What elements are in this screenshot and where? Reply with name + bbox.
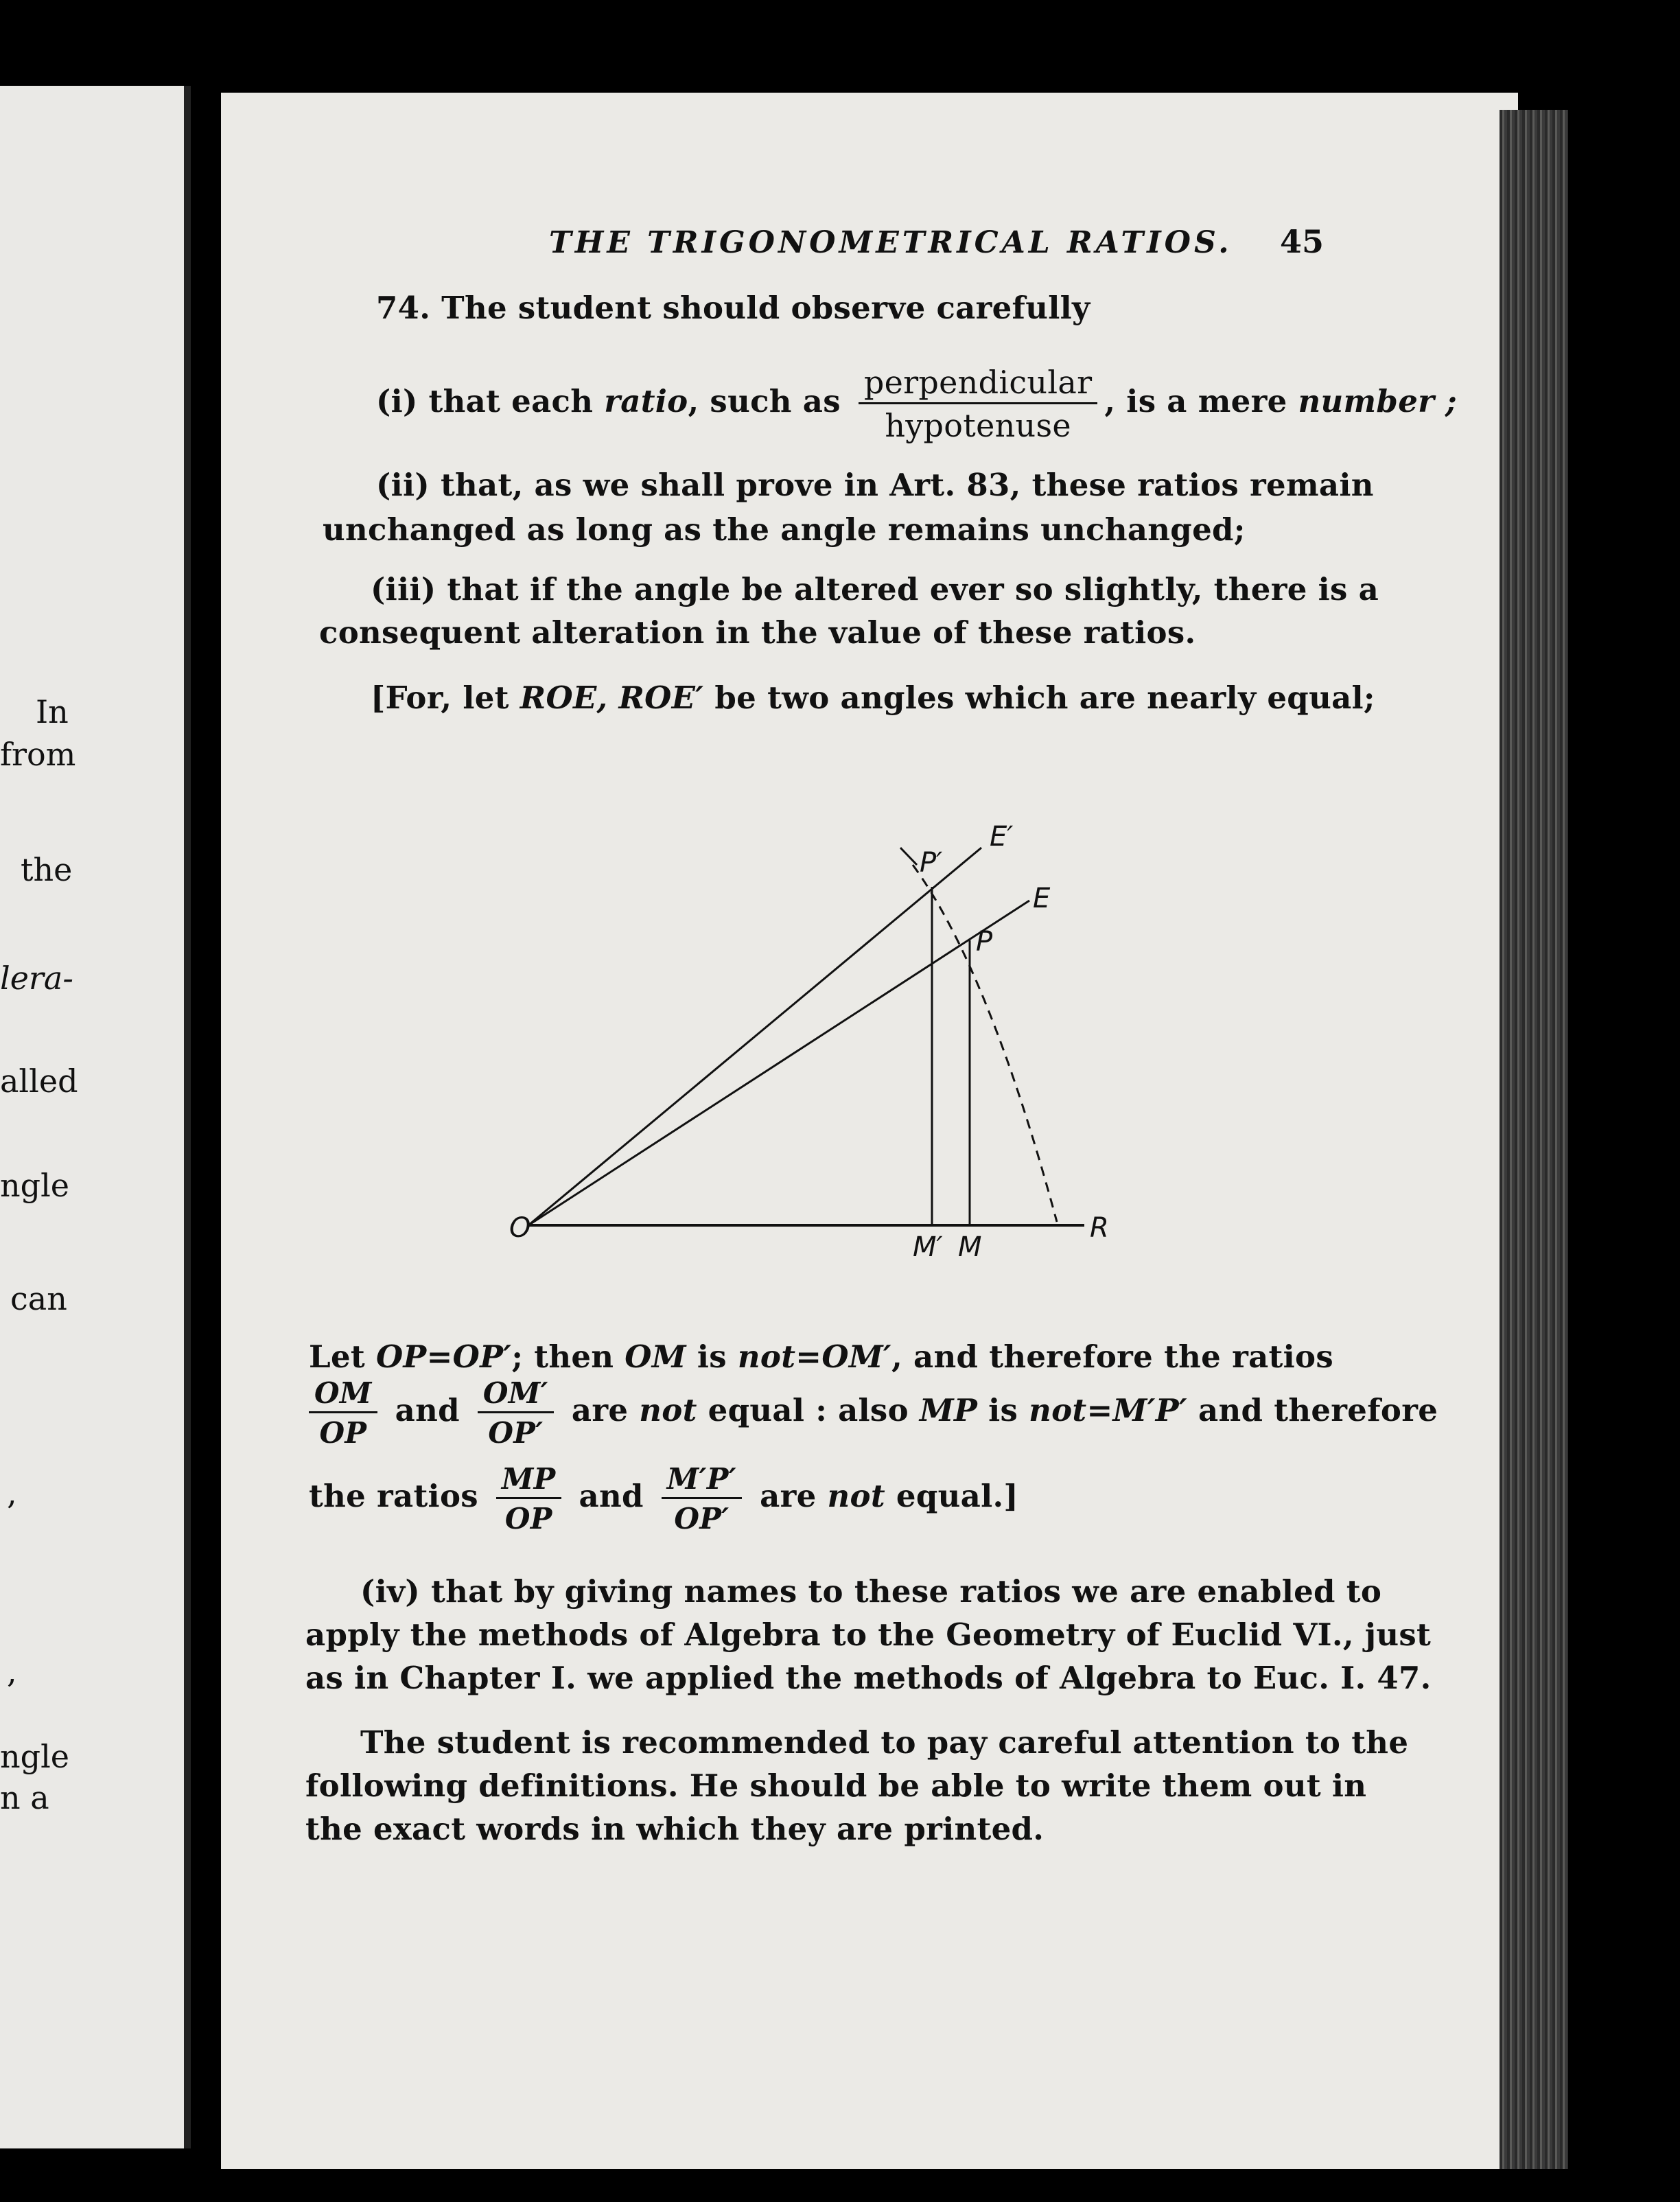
text-run: is: [686, 1338, 738, 1375]
fraction-numerator: MP: [496, 1462, 561, 1499]
label-M-prime: M′: [913, 1231, 943, 1263]
number-word: number ;: [1298, 383, 1458, 419]
bracket-line: [371, 680, 1375, 716]
text-run: the ratios: [309, 1478, 489, 1514]
item-i: [376, 364, 1457, 444]
label-R: R: [1090, 1212, 1109, 1244]
fraction-numerator: OM′: [478, 1376, 554, 1413]
left-fragment: In: [36, 693, 69, 730]
math-run: MP: [919, 1392, 978, 1428]
fraction-MP-OP: [496, 1462, 561, 1535]
item-ii-line1: (ii) that, as we shall prove in Art. 83, these ratios remain: [376, 467, 1374, 503]
fraction-denominator: OP′: [488, 1416, 544, 1450]
text-run: equal : also: [697, 1392, 920, 1428]
label-O: O: [509, 1212, 531, 1244]
perp-over-hyp-fraction: [859, 364, 1098, 444]
math-run: not: [827, 1478, 885, 1514]
bracket-prefix: [For, let: [371, 680, 520, 716]
page-edge: [1500, 110, 1568, 2169]
fraction-denominator: OP: [504, 1502, 552, 1535]
text-run: , and therefore the ratios: [891, 1338, 1333, 1375]
dashed-arc: [913, 865, 1057, 1222]
text-run: are: [560, 1392, 640, 1428]
line-OE: [528, 901, 1029, 1225]
arc-tick: [900, 848, 917, 865]
left-fragment: from: [0, 736, 76, 773]
fraction-numerator: perpendicular: [859, 364, 1098, 404]
page-number: 45: [1280, 223, 1325, 260]
left-fragment: alled: [0, 1063, 78, 1100]
item-i-mid: , such as: [688, 383, 841, 419]
left-fragment: ngle: [0, 1167, 70, 1204]
text-run: ; then: [511, 1338, 625, 1375]
item-iii-line2: consequent alteration in the value of these ratios.: [319, 614, 1196, 651]
item-i-suffix: , is a mere: [1104, 383, 1298, 419]
fraction-numerator: M′P′: [662, 1462, 742, 1499]
text-run: equal.]: [885, 1478, 1019, 1514]
item-iii-line1: (iii) that if the angle be altered ever so slightly, there is a: [371, 571, 1379, 607]
item-iv-line1: (iv) that by giving names to these ratios we are enabled to: [360, 1573, 1382, 1610]
let-line-2: [309, 1376, 1438, 1450]
let-line-3: [309, 1462, 1018, 1535]
geometry-figure: [480, 810, 1153, 1263]
label-P: P: [976, 926, 993, 958]
closing-line1: The student is recommended to pay careful attention to the: [360, 1724, 1409, 1761]
text-run: and: [384, 1392, 471, 1428]
item-iv-line2: apply the methods of Algebra to the Geometry of Euclid VI., just: [305, 1616, 1432, 1653]
item-ii-line2: unchanged as long as the angle remains unchanged;: [323, 511, 1246, 548]
text-run: and therefore: [1187, 1392, 1438, 1428]
math-run: not: [639, 1392, 697, 1428]
fraction-OM-OP: [309, 1376, 377, 1450]
article-intro: 74. The student should observe carefully: [376, 290, 1090, 326]
fraction-OMp-OPp: [478, 1376, 554, 1450]
math-run: OP=OP′: [375, 1338, 512, 1375]
left-fragment: ngle: [0, 1738, 70, 1775]
fraction-denominator: OP: [319, 1416, 367, 1450]
item-i-prefix: (i) that each: [376, 383, 605, 419]
left-fragment: can: [10, 1280, 67, 1317]
left-page: [0, 86, 191, 2148]
line-OE-prime: [528, 848, 981, 1225]
text-run: Let: [309, 1338, 376, 1375]
math-run: not=OM′: [737, 1338, 892, 1375]
let-line-1: [309, 1338, 1333, 1375]
running-title: THE TRIGONOMETRICAL RATIOS.: [549, 225, 1233, 260]
text-run: are: [749, 1478, 828, 1514]
left-fragment: lera-: [0, 960, 73, 997]
fraction-numerator: OM: [309, 1376, 377, 1413]
ratio-word: ratio: [604, 383, 688, 419]
left-fragment: n a: [0, 1779, 49, 1816]
item-iv-line3: as in Chapter I. we applied the methods of Algebra to Euc. I. 47.: [305, 1660, 1432, 1696]
bracket-suffix: be two angles which are nearly equal;: [703, 680, 1375, 716]
label-M: M: [958, 1231, 982, 1263]
fraction-MpPp-OPp: [662, 1462, 742, 1535]
label-E: E: [1033, 883, 1051, 914]
label-E-prime: E′: [990, 821, 1014, 853]
left-fragment: the: [21, 851, 73, 888]
left-fragment: ,: [7, 1474, 17, 1511]
math-run: not=M′P′: [1029, 1392, 1188, 1428]
label-P-prime: P′: [920, 847, 943, 879]
text-run: is: [977, 1392, 1029, 1428]
fraction-denominator: OP′: [674, 1502, 730, 1535]
closing-line3: the exact words in which they are printed.: [305, 1811, 1045, 1847]
text-run: and: [568, 1478, 655, 1514]
left-fragment: ,: [7, 1653, 17, 1690]
fraction-denominator: hypotenuse: [885, 407, 1071, 444]
angle-names: ROE, ROE′: [520, 680, 704, 716]
math-run: OM: [625, 1338, 686, 1375]
closing-line2: following definitions. He should be able to write them out in: [305, 1768, 1367, 1804]
